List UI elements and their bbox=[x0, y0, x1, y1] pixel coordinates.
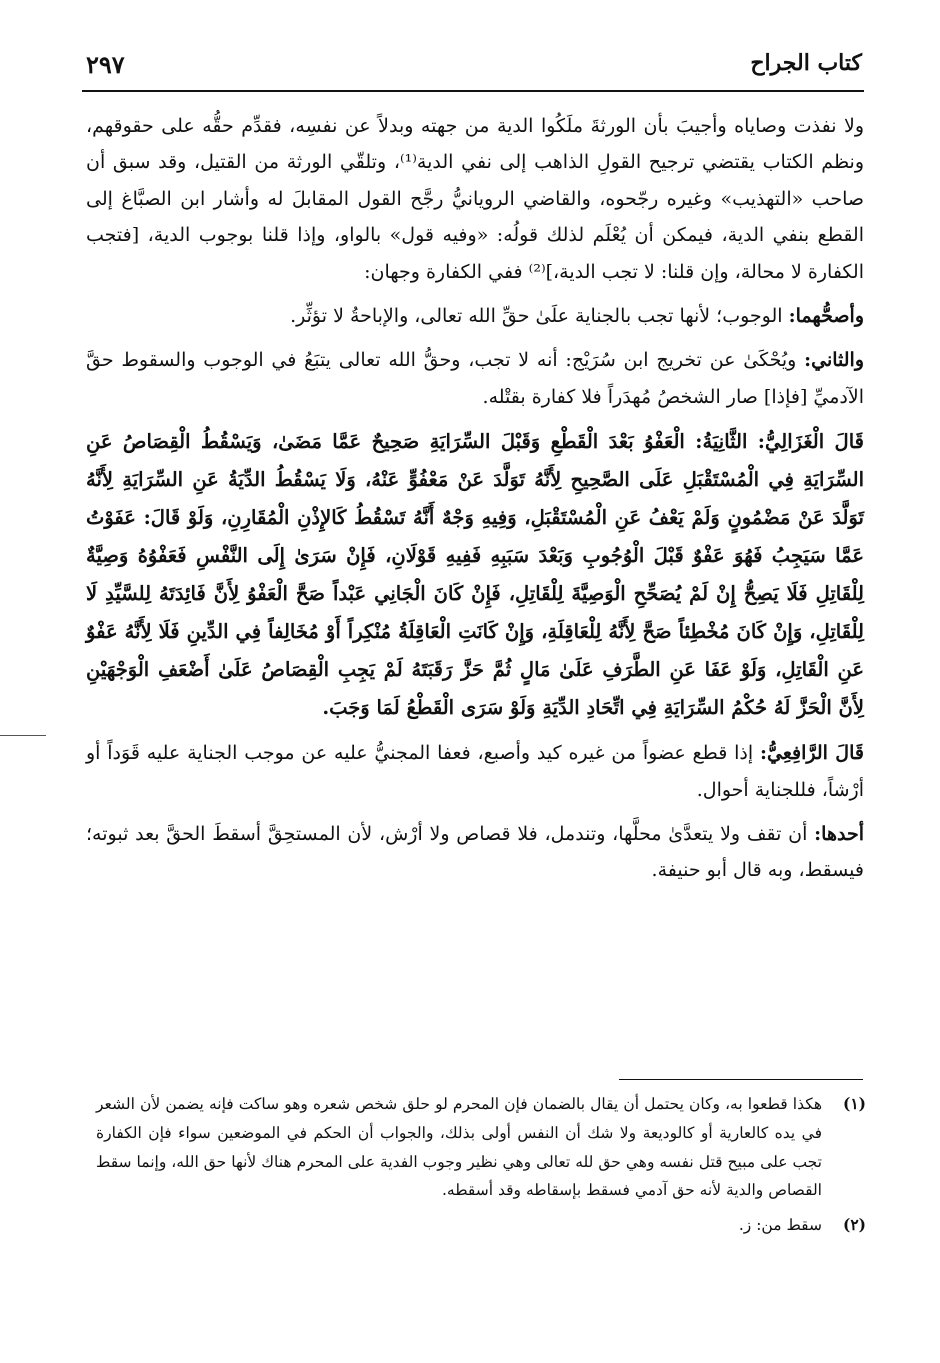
paragraph-3-lead: والثاني: bbox=[804, 349, 864, 372]
paragraph-5-text: إذا قطع عضواً من غيره كيد وأصبع، فعفا المجنيُّ عليه عن موجب الجناية عليه قَوَداً أو أرْشاً، فللجناية أحوال. bbox=[86, 742, 864, 801]
paragraph-3-text: ويُحْكَىٰ عن تخريج ابن سُرَيْج: أنه لا تجب، وحقُّ الله تعالى يتبَعُ في الوجوب والسقوط حقَّ الآدميِّ [فإذا] صار الشخصُ مُهدَراً فلا كفارة بقتْله. bbox=[86, 349, 864, 408]
chapter-title: كتاب الجراح bbox=[750, 50, 862, 76]
footnote-number: (٢) bbox=[842, 1215, 866, 1235]
paragraph-5-lead: قَالَ الرَّافِعِيُّ: bbox=[759, 742, 864, 765]
paragraph-2 bbox=[86, 298, 864, 334]
paragraph-2-text: الوجوب؛ لأنها تجب بالجناية علَىٰ حقِّ الله تعالى، والإباحةُ لا تؤثِّر. bbox=[290, 305, 783, 328]
paragraph-5 bbox=[86, 735, 864, 808]
paragraph-3 bbox=[86, 342, 864, 415]
footnote bbox=[96, 1090, 866, 1205]
paragraph-6 bbox=[86, 816, 864, 889]
margin-mark bbox=[0, 735, 46, 736]
paragraph-2-lead: وأصحُّهما: bbox=[788, 305, 864, 328]
footnote-text: هكذا قطعوا به، وكان يحتمل أن يقال بالضمان فإن المحرم لو حلق شخص شعره وهو ساكت فإنه يضمن لأن الشعر في يده كالعارية أو كالوديعة ولا شك أن النفس أولى بذلك، والجواب أن الحكم في الموضعين سواء فإن الكفارة تجب على مبيح قتل نفسه وهي حق لله تعالى وهي نظير وجوب الفدية على المحرم هناك لأنها حق الله، وإنما سقط القصاص والدية لأنه حق آدمي فسقط بإسقاطه وقد أسقطه. bbox=[96, 1095, 822, 1200]
paragraph-1: ولا نفذت وصاياه وأجيبَ بأن الورثةَ ملَكُوا الدية من جهته وبدلاً عن نفسِه، فقدِّم حقُّه على حقوقهم، ونظم الكتاب يقتضي ترجيح القولِ الذاهب إلى نفي الدية⁽¹⁾، وتلقّي الورثة من القتيل، وقد سبق أن صاحب «التهذيب» وغيره رجّحوه، والقاضي الرويانيُّ رجَّح القول المقابلَ له وأشار ابن الصبَّاغ إلى القطع بنفي الدية، فيمكن أن يُعْلَم لذلك قولُه: «وفيه قول» بالواو، وإذا قلنا بوجوب الدية، [فتجب الكفارة لا محالة، وإن قلنا: لا تجب الدية،]⁽²⁾ ففي الكفارة وجهان: bbox=[86, 115, 864, 283]
running-header bbox=[86, 46, 862, 88]
main-text bbox=[86, 108, 864, 897]
footnote-text: سقط من: ز. bbox=[738, 1216, 822, 1235]
footnotes bbox=[96, 1090, 866, 1246]
footnote-rule bbox=[619, 1079, 863, 1080]
paragraph-6-text: أن تقف ولا يتعدَّىٰ محلَّها، وتندمل، فلا قصاص ولا أرْش، لأن المستحِقَّ أسقطَ الحقَّ بعد ثبوته؛ فيسقط، وبه قال أبو حنيفة. bbox=[86, 823, 864, 882]
page-number: ٢٩٧ bbox=[86, 50, 125, 79]
footnote-number: (١) bbox=[842, 1094, 866, 1113]
ghazali-matn: قَالَ الْغَزَالِيُّ: الثَّانِيَةُ: الْعَفْوُ بَعْدَ الْقَطْعِ وَقَبْلَ السِّرَايَةِ صَحِيحٌ عَمَّا مَضَىٰ، وَيَسْقُطُ الْقِصَاصُ عَنِ السِّرَايَةِ فِي الْمُسْتَقْبَلِ عَلَى الصَّحِيحِ لِأَنَّهُ تَوَلَّدَ عَنْ مَعْفُوٍّ عَنْهُ، وَلَا يَسْقُطُ الدِّيَةُ عَنِ السِّرَايَةِ لِأَنَّهُ تَوَلَّدَ عَنْ مَضْمُونٍ وَلَمْ يَعْفُ عَنِ الْمُسْتَقْبَلِ، وَفِيهِ وَجْهٌ أَنَّهُ تَسْقُطُ كَالإِذْنِ الْمُقَارِنِ، وَلَوْ قَالَ: عَفَوْتُ عَمَّا سَيَجِبُ فَهُوَ عَفْوٌ قَبْلَ الْوُجُوبِ وَبَعْدَ سَبَبِهِ فَفِيهِ قَوْلَانِ، فَإِنْ سَرَىٰ إِلَى النَّفْسِ فَعَفْوُهُ وَصِيَّةٌ لِلْقَاتِلِ فَلَا يَصِحُّ إِنْ لَمْ يُصَحِّحِ الْوَصِيَّةَ لِلْقَاتِلِ، فَإِنْ كَانَ الْجَانِي عَبْداً صَحَّ الْعَفْوُ لِأَنَّ فَائِدَتَهُ لِلسَّيِّدِ لَا لِلْقَاتِلِ، وَإِنْ كَانَ مُخْطِئاً صَحَّ لِأَنَّهُ لِلْعَاقِلَةِ، وَإِنْ كَانَتِ الْعَاقِلَةُ مُنْكِراً أَوْ مُخَالِفاً فِي الدِّينِ فَلَا لِأَنَّهُ عَفْوٌ عَنِ الْقَاتِلِ، وَلَوْ عَفَا عَنِ الطَّرَفِ عَلَىٰ مَالٍ ثُمَّ حَزَّ رَقَبَتَهُ لَمْ يَجِبِ الْقِصَاصُ عَلَىٰ أَضْعَفِ الْوَجْهَيْنِ لِأَنَّ الْحَزَّ لَهُ حُكْمُ السِّرَايَةِ فِي اتِّحَادِ الدِّيَةِ وَلَوْ سَرَى الْقَطْعُ لَمَا وَجَبَ. bbox=[86, 430, 864, 720]
header-rule bbox=[82, 90, 864, 92]
paragraph-6-lead: أحدها: bbox=[814, 823, 864, 846]
footnote bbox=[96, 1211, 866, 1240]
